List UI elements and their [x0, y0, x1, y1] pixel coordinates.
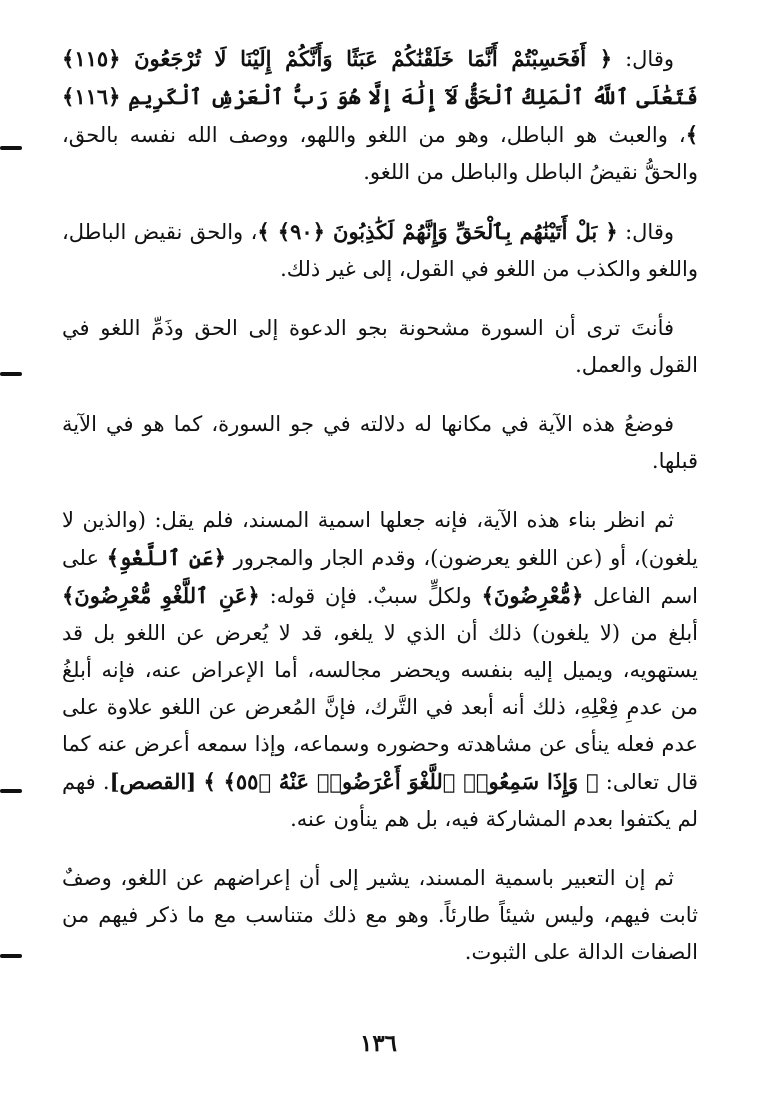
page-number: ١٣٦ [359, 1030, 398, 1057]
text-run: أبلغ من (لا يلغون) ذلك أن الذي لا يلغو، قد لا يُعرض عن اللغو بل قد يستهويه، ويميل إليه بنفسه ويحضر مجالسه، أما الإعراض عنه، فإنه أبلغُ من عدمِ فِعْلِهِ، ذلك أنه أبعد في التَّرك، فإنَّ المُعرض عن اللغو علاوة على عدم فعله ينأى عن مشاهدته وحضوره وسماعه، وإذا سمعه أعرض عنه كما قال تعالى: [62, 621, 699, 794]
surah-reference: [القصص] [109, 769, 197, 794]
quran-quote: ﴿ أَفَحَسِبْتُمْ أَنَّمَا خَلَقْنَٰكُمْ عَبَثًا وَأَنَّكُمْ إِلَيْنَا لَا تُرْجَعُونَ ﴿١١٥﴾ فَتَعَٰلَى ٱللَّهُ ٱلْمَلِكُ ٱلْحَقُّ لَآ إِلَٰهَ إِلَّا هُوَ رَبُّ ٱلْعَرْشِ ٱلْكَرِيمِ ﴿١١٦﴾ ﴾ [62, 46, 698, 147]
quran-quote: ﴿مُّعْرِضُونَ﴾ [481, 583, 584, 608]
paragraph [62, 40, 698, 191]
text-run: ثم انظر بناء هذه الآية، فإنه جعلها اسمية المسند، فلم يقل: (والذين لا يلغون)، أو (عن اللغو يعرضون)، وقدم الجار والمجرور [62, 508, 699, 570]
quran-quote: ﴿ وَإِذَا سَمِعُوا۟ ٱللَّغْوَ أَعْرَضُوا۟ عَنْهُ ﴿٥٥﴾ ﴾ [203, 769, 599, 794]
paragraph [62, 502, 698, 838]
text-run: وقال: [617, 220, 674, 244]
edge-mark [0, 146, 22, 150]
paragraph [62, 213, 698, 288]
paragraph [62, 406, 698, 480]
edge-mark [0, 372, 22, 376]
page-body [62, 40, 698, 993]
paragraph [62, 310, 698, 384]
quran-quote: ﴿عَنِ ٱللَّغْوِ﴾ [106, 545, 226, 570]
text-run: وقال: [612, 47, 675, 71]
text-run: ولكلٍّ سببٌ. فإن قوله: [259, 584, 482, 608]
text-run: ، والحق نقيض الباطل، واللغو والكذب من اللغو في القول، إلى غير ذلك. [62, 220, 698, 281]
text-run: على اسم الفاعل [62, 546, 699, 608]
text-run: ثم إن التعبير باسمية المسند، يشير إلى أن إعراضهم عن اللغو، وصفٌ ثابت فيهم، وليس شيئاً طارئاً. وهو مع ذلك متناسب مع ما ذكر فيهم من الصفات الدالة على الثبوت. [62, 866, 698, 964]
text-run: . فهم لم يكتفوا بعدم المشاركة فيه، بل هم ينأون عنه. [62, 770, 698, 831]
paragraph [62, 860, 698, 971]
text-run: فوضعُ هذه الآية في مكانها له دلالته في جو السورة، كما هو في الآية قبلها. [62, 412, 698, 473]
text-run: فأنتَ ترى أن السورة مشحونة بجو الدعوة إلى الحق وذَمِّ اللغو في القول والعمل. [62, 316, 698, 377]
quran-quote: ﴿ بَلْ أَتَيْنَٰهُم بِٱلْحَقِّ وَإِنَّهُمْ لَكَٰذِبُونَ ﴿٩٠﴾ ﴾ [257, 219, 618, 244]
edge-mark [0, 954, 22, 958]
edge-mark [0, 789, 22, 793]
text-run: ، والعبث هو الباطل، وهو من اللغو واللهو، ووصف الله نفسه بالحق، والحقُّ نقيضُ الباطل والباطل من اللغو. [62, 123, 698, 184]
quran-quote: ﴿عَنِ ٱللَّغْوِ مُّعْرِضُونَ﴾ [62, 583, 260, 608]
